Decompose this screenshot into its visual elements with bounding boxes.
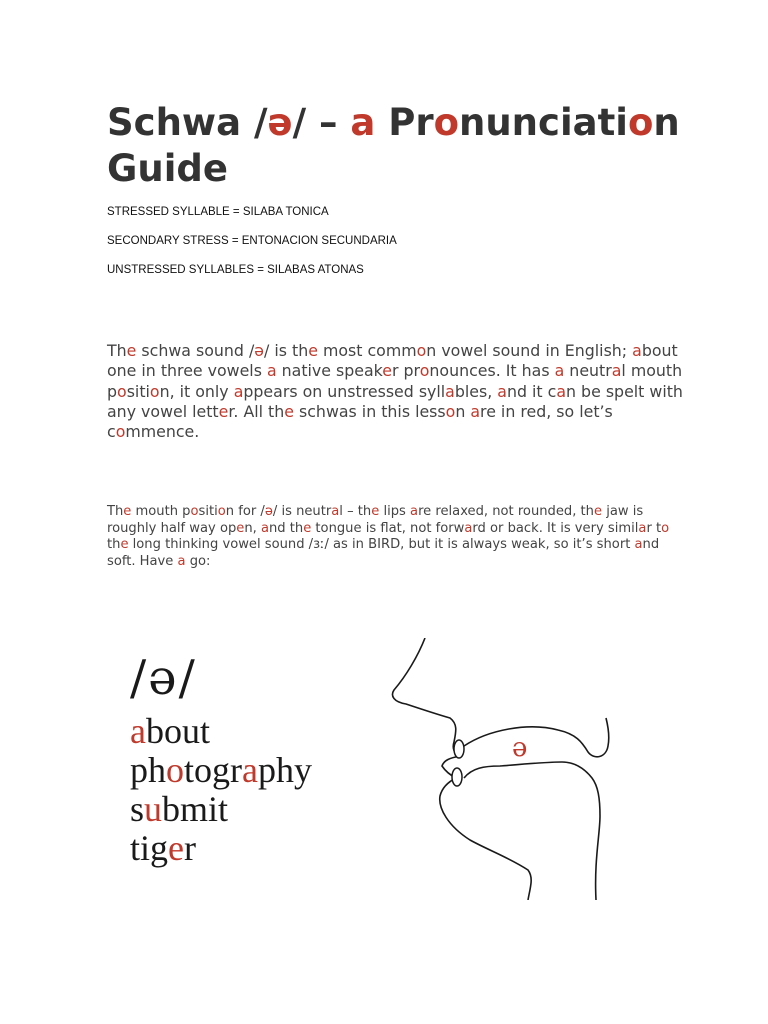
text-run: / – <box>292 101 351 144</box>
text-run: ph <box>130 750 166 790</box>
text-run: l mouth p <box>107 361 683 401</box>
tongue-outline <box>464 762 600 900</box>
text-run: siti <box>126 381 150 401</box>
schwa-highlight: a <box>445 381 455 401</box>
text-run: ppears on unstressed syll <box>243 381 446 401</box>
schwa-highlight: o <box>445 401 456 421</box>
text-run: native speak <box>276 361 383 381</box>
text-run: nd it c <box>506 381 557 401</box>
face-profile-outline <box>393 638 532 900</box>
text-run: schwas in this less <box>294 401 446 421</box>
text-run: / is neutr <box>272 504 332 519</box>
schwa-highlight: a <box>350 101 376 144</box>
text-run: re in red, so let’s c <box>107 401 613 442</box>
text-run: schwa sound / <box>136 341 255 360</box>
mouth-profile-diagram <box>388 638 618 900</box>
schwa-highlight: a <box>554 361 565 381</box>
text-run: s <box>130 789 145 829</box>
schwa-highlight: u <box>144 789 163 829</box>
definition-secondary-stress: SECONDARY STRESS = ENTONACION SECUNDARIA <box>107 235 397 247</box>
text-run: Pr <box>375 101 434 144</box>
schwa-highlight: e <box>382 361 393 381</box>
schwa-highlight: a <box>638 520 647 536</box>
text-run: n be spelt with any vowel lett <box>107 381 683 421</box>
schwa-highlight: o <box>433 101 459 144</box>
definition-unstressed: UNSTRESSED SYLLABLES = SILABAS ATONAS <box>107 264 364 276</box>
text-run: r. All th <box>228 401 285 421</box>
upper-lip <box>454 740 464 758</box>
schwa-highlight: e <box>126 341 137 360</box>
schwa-highlight: o <box>190 504 199 519</box>
text-run: mmence. <box>125 422 200 442</box>
schwa-highlight: e <box>308 341 318 360</box>
example-word-tiger <box>130 829 312 868</box>
mouth-schwa-symbol: ə <box>512 733 528 763</box>
schwa-highlight: a <box>177 553 186 569</box>
schwa-highlight: e <box>123 504 132 519</box>
schwa-highlight: a <box>497 381 507 401</box>
schwa-highlight: e <box>120 537 129 553</box>
schwa-highlight: a <box>266 361 277 381</box>
schwa-highlight: e <box>303 520 312 536</box>
schwa-highlight: e <box>284 401 294 421</box>
schwa-illustration <box>120 630 620 910</box>
text-run: bout one in three vowels <box>107 341 678 381</box>
text-run: n for / <box>225 504 265 519</box>
text-run: Th <box>107 504 124 519</box>
schwa-highlight: a <box>632 341 642 360</box>
text-run: Schwa / <box>107 101 268 144</box>
text-run: n <box>455 401 471 421</box>
schwa-highlight: ə <box>264 504 273 519</box>
text-run: phy <box>257 750 312 790</box>
example-word-submit <box>130 790 312 829</box>
example-word-about <box>130 712 312 751</box>
schwa-highlight: o <box>416 341 427 360</box>
text-run: tig <box>130 828 169 868</box>
schwa-highlight: e <box>236 520 245 536</box>
schwa-highlight: a <box>464 520 473 536</box>
schwa-highlight: a <box>634 537 643 553</box>
schwa-highlight: o <box>166 750 184 790</box>
text-run: r <box>184 828 196 868</box>
ipa-symbol: /ə/ <box>130 650 197 706</box>
text-run: siti <box>198 504 218 519</box>
text-run: th <box>107 537 121 553</box>
schwa-highlight: a <box>470 401 481 421</box>
schwa-highlight: e <box>168 828 184 868</box>
text-run: go: <box>185 553 211 569</box>
schwa-highlight: o <box>149 381 160 401</box>
text-run: n vowel sound in English; <box>426 341 633 360</box>
intro-paragraph <box>107 341 687 442</box>
schwa-highlight: o <box>627 101 654 144</box>
example-word-list <box>130 712 312 868</box>
text-run: re relaxed, not rounded, th <box>418 504 594 519</box>
text-run: most comm <box>317 341 417 360</box>
text-run: rd or back. It is very simil <box>472 520 639 536</box>
text-run: nunciati <box>459 101 628 144</box>
mouth-position-paragraph <box>107 504 687 570</box>
schwa-highlight: a <box>260 520 269 536</box>
example-word-photography <box>130 751 312 790</box>
schwa-highlight: a <box>331 504 340 519</box>
text-run: jaw is roughly half way op <box>107 504 644 536</box>
palate-outline <box>464 718 609 757</box>
definitions-list <box>107 205 667 292</box>
text-run: tongue is flat, not forw <box>311 520 465 536</box>
text-run: Th <box>107 341 127 360</box>
schwa-highlight: e <box>371 504 380 519</box>
text-run: bout <box>145 711 210 751</box>
text-run: bmit <box>162 789 229 829</box>
schwa-highlight: a <box>410 504 419 519</box>
schwa-highlight: a <box>130 711 146 751</box>
text-run: nounces. It has <box>429 361 555 381</box>
text-run: l – th <box>339 504 372 519</box>
schwa-highlight: e <box>218 401 229 421</box>
schwa-highlight: a <box>242 750 258 790</box>
text-run: lips <box>379 504 411 519</box>
text-run: r t <box>646 520 662 536</box>
schwa-highlight: a <box>611 361 622 381</box>
text-run: n, <box>244 520 261 536</box>
schwa-highlight: o <box>419 361 430 381</box>
text-run: r pr <box>392 361 420 381</box>
schwa-highlight: o <box>661 520 670 536</box>
lower-lip <box>452 768 462 786</box>
text-run: / is th <box>264 341 309 360</box>
text-run: bles, <box>454 381 498 401</box>
page-title <box>107 100 707 192</box>
text-run: long thinking vowel sound /ɜː/ as in BIRD, but it is always weak, so it’s short <box>128 537 635 553</box>
definition-stressed: STRESSED SYLLABLE = SILABA TONICA <box>107 206 329 218</box>
schwa-highlight: e <box>593 504 603 519</box>
schwa-highlight: o <box>115 422 126 442</box>
text-run: n, it only <box>159 381 234 401</box>
text-run: nd soft. Have <box>107 537 660 569</box>
text-run: togr <box>184 750 242 790</box>
schwa-highlight: a <box>556 381 567 401</box>
text-run: n Guide <box>107 101 680 190</box>
schwa-highlight: a <box>233 381 244 401</box>
schwa-highlight: o <box>217 504 226 519</box>
text-run: nd th <box>268 520 304 536</box>
schwa-highlight: o <box>117 381 127 401</box>
schwa-highlight: ə <box>254 341 265 360</box>
text-run: neutr <box>564 361 612 381</box>
text-run: mouth p <box>131 504 191 519</box>
schwa-highlight: ə <box>267 101 293 144</box>
